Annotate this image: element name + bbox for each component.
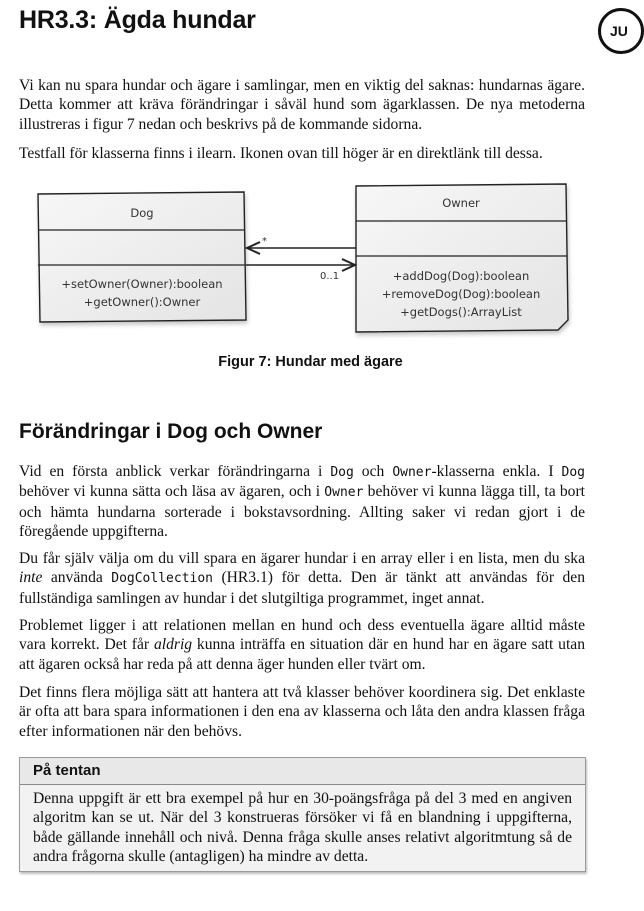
- problem-paragraph: Problemet ligger i att relationen mellan en hund och dess eventuella ägare alltid måste vara korrekt. Det får aldrig kunna inträffa en situation där en hund har en ägare satt utan att ägaren också har reda på att denna äger hunden eller tvärt om.: [19, 617, 585, 673]
- exam-box-title: På tentan: [20, 758, 585, 785]
- owner-method: +getDogs():ArrayList: [400, 305, 522, 319]
- emphasis: inte: [19, 569, 43, 587]
- section-heading: Förändringar i Dog och Owner: [19, 420, 323, 443]
- association-owner-to-dog: [247, 236, 356, 254]
- dog-method: +getOwner():Owner: [83, 295, 201, 309]
- dog-method: +setOwner(Owner):boolean: [61, 277, 223, 291]
- intro-paragraph: Vi kan nu spara hundar och ägare i samlingar, men en viktig del saknas: hundarnas ägare. Detta kommer att kräva förändringar i såväl hund som ägarklassen. De nya metoderna illustreras i figur 7 nedan och beskrivs på de kommande sidorna.: [19, 77, 585, 133]
- dog-class-box: [38, 192, 246, 322]
- code-dog: Dog: [330, 465, 354, 480]
- dog-multiplicity: *: [262, 236, 267, 247]
- owner-class-name: Owner: [442, 196, 480, 210]
- storage-paragraph: Du får själv välja om du vill spara en ägarer hundar i en array eller i en lista, men du ska inte använda DogCollection (HR3.1) för detta. Den är tänkt att användas för den fullständiga samlingen av hundar i det slutgiltiga programmet, inget annat.: [19, 550, 585, 607]
- page-title: HR3.3: Ägda hundar: [19, 6, 256, 34]
- dog-class-name: Dog: [130, 206, 154, 220]
- owner-multiplicity: 0..1: [320, 271, 340, 282]
- owner-method: +addDog(Dog):boolean: [392, 269, 530, 283]
- changes-paragraph: Vid en första anblick verkar förändringarna i Dog och Owner-klasserna enkla. I Dog behöver vi kunna sätta och läsa av ägaren, och i Owner behöver vi kunna lägga till, ta bort och hämta hundarna sorterade i bokstavsordning. Allting saker vi redan gjort i de föregående uppgifterna.: [19, 463, 586, 541]
- test-cases-link-icon[interactable]: JU: [598, 8, 644, 54]
- coordination-paragraph: Det finns flera möjliga sätt att hantera att två klasser behöver koordinera sig. Det enklaste är ofta att bara spara informationen i den ena av klasserna och låta den andra klassen fråga efter informationen när den behövs.: [19, 684, 585, 740]
- code-dog: Dog: [561, 465, 585, 480]
- testcases-paragraph: Testfall för klasserna finns i ilearn. Ikonen ovan till höger är en direktlänk till dessa.: [19, 145, 543, 162]
- association-dog-to-owner: [246, 259, 355, 282]
- exam-box-text: Denna uppgift är ett bra exempel på hur en 30-poängsfråga på del 3 med en angiven algoritm kan se ut. När del 3 konstrueras försöker vi få en blandning i uppgifterna, både gällande innehåll och nivå. Denna fråga skulle anses relativt algoritmtung så de andra frågorna skulle (antagligen) ha mindre av detta.: [33, 790, 572, 866]
- uml-figure: [0, 180, 621, 340]
- uml-diagram: [0, 180, 621, 340]
- figure-caption: Figur 7: Hundar med ägare: [218, 354, 403, 370]
- emphasis: aldrig: [153, 636, 193, 654]
- code-dogcollection: DogCollection: [111, 571, 213, 587]
- exam-info-box: [19, 757, 586, 872]
- code-owner: Owner: [392, 465, 432, 480]
- owner-method: +removeDog(Dog):boolean: [381, 287, 541, 301]
- owner-class-box: [356, 184, 568, 332]
- code-owner: Owner: [324, 485, 364, 501]
